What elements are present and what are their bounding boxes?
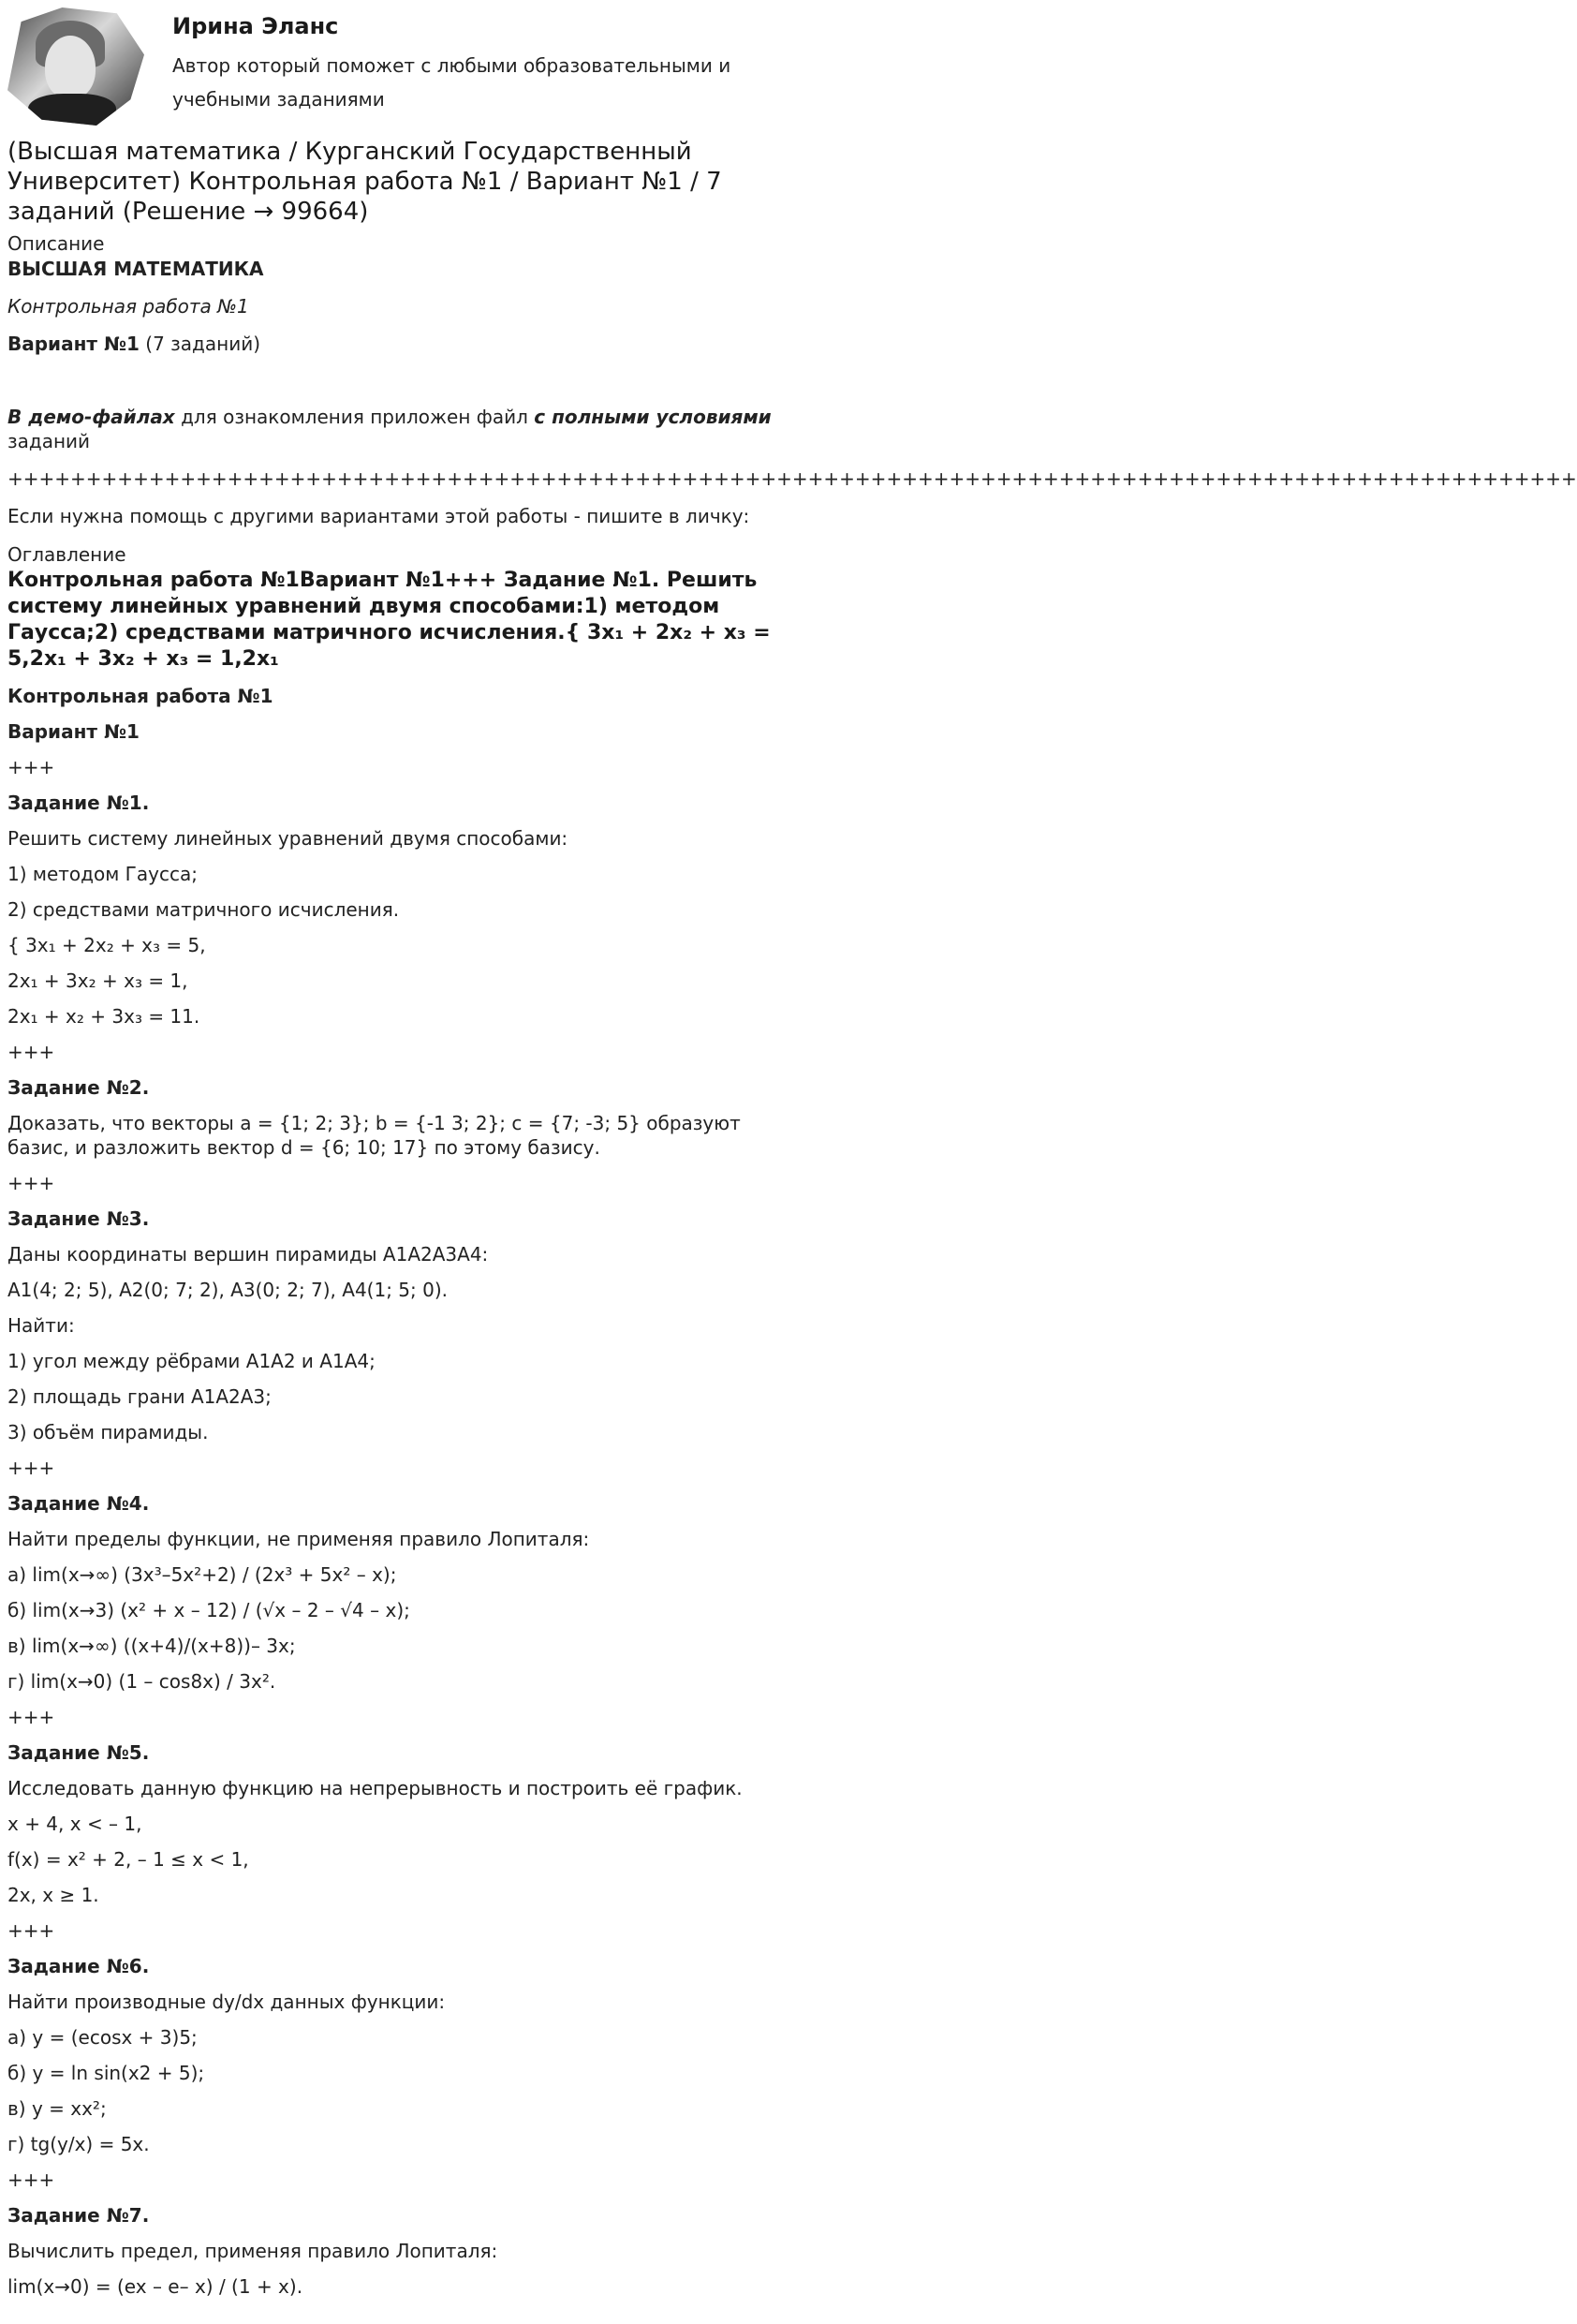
toc-label: Оглавление — [7, 543, 126, 566]
task-4-line: Найти пределы функции, не применяя правило Лопиталя: — [7, 1528, 590, 1550]
separator: +++ — [7, 1172, 55, 1194]
body-work — [7, 684, 789, 708]
demo-note-part2: для ознакомления приложен файл — [174, 406, 535, 428]
toc-heading[interactable]: Контрольная работа №1Вариант №1+++ Задание №1. Решить систему линейных уравнений двумя способами:1) методом Гаусса;2) средствами матричного исчисления.{ 3x₁ + 2x₂ + x₃ = 5,2x₁ + 3x₂ + x₃ = 1,2x₁ — [7, 569, 771, 671]
task-5-line: x + 4, x < – 1, — [7, 1813, 142, 1835]
task-2-title-bold: Задание №2. — [7, 1076, 150, 1099]
variant-rest: (7 заданий) — [139, 333, 261, 355]
separator: +++ — [7, 1041, 55, 1063]
task-1-line: 1) методом Гаусса; — [7, 863, 198, 885]
subject-bold: ВЫСШАЯ МАТЕМАТИКА — [7, 258, 264, 280]
task-7-line: lim(x→0) = (ex – e– x) / (1 + x). — [7, 2275, 303, 2298]
task-6-line: а) y = (ecosx + 3)5; — [7, 2026, 198, 2049]
avatar-face — [45, 36, 96, 99]
task-4-line: а) lim(x→∞) (3x³–5x²+2) / (2x³ + 5x² – x); — [7, 1563, 397, 1586]
description-section — [7, 257, 1577, 528]
plus-divider: ++++++++++++++++++++++++++++++++++++++++++++++++++++++++++++++++++++++++++++++++++++++++++++++++++++ — [7, 467, 1577, 490]
work-italic: Контрольная работа №1 — [7, 295, 249, 318]
task-4-line: б) lim(x→3) (x² + x – 12) / (√x – 2 – √4 – x); — [7, 1599, 410, 1621]
spacer — [7, 369, 789, 405]
demo-note-part1: В демо-файлах — [7, 406, 175, 428]
separator: +++ — [7, 1919, 55, 1942]
body-variant — [7, 719, 789, 744]
author-description: Автор который поможет с любыми образовательными и учебными заданиями — [172, 54, 731, 111]
demo-note — [7, 405, 789, 453]
variant-text — [7, 332, 789, 356]
subject-text — [7, 257, 789, 281]
task-3-line: 2) площадь грани A1A2A3; — [7, 1385, 272, 1408]
task-5-line: Исследовать данную функцию на непрерывность и построить её график. — [7, 1777, 743, 1799]
work-text — [7, 294, 789, 318]
demo-note-part3: с полными условиями — [534, 406, 772, 428]
task-4-line: г) lim(x→0) (1 – cos8x) / 3x². — [7, 1670, 276, 1693]
task-1-line: { 3x₁ + 2x₂ + x₃ = 5, — [7, 934, 206, 956]
author-avatar[interactable] — [7, 7, 144, 126]
task-5-line: f(x) = x² + 2, – 1 ≤ x < 1, — [7, 1848, 249, 1871]
task-6-line: г) tg(y/x) = 5x. — [7, 2133, 150, 2155]
task-3-line: 3) объём пирамиды. — [7, 1421, 209, 1443]
separator: +++ — [7, 756, 55, 778]
task-1-line: 2) средствами матричного исчисления. — [7, 898, 400, 921]
task-1-line: Решить систему линейных уравнений двумя способами: — [7, 827, 568, 850]
separator: +++ — [7, 1706, 55, 1728]
tasks-section — [7, 684, 789, 2299]
task-5-title-bold: Задание №5. — [7, 1741, 150, 1764]
task-2-title — [7, 1075, 789, 1100]
author-card — [7, 7, 793, 126]
body-variant-bold: Вариант №1 — [7, 720, 140, 743]
demo-note-part4: заданий — [7, 430, 91, 452]
task-6-title — [7, 1954, 789, 1978]
task-4-title-bold: Задание №4. — [7, 1492, 150, 1515]
task-6-line: в) y = xx²; — [7, 2097, 107, 2120]
task-3-line: 1) угол между рёбрами A1A2 и A1A4; — [7, 1350, 376, 1372]
task-1-title — [7, 791, 789, 815]
description-label: Описание — [7, 232, 105, 255]
task-3-line: Найти: — [7, 1314, 75, 1337]
task-3-line: Даны координаты вершин пирамиды A1A2A3A4: — [7, 1243, 489, 1266]
task-4-line: в) lim(x→∞) ((x+4)/(x+8))– 3x; — [7, 1635, 296, 1657]
separator: +++ — [7, 1457, 55, 1479]
separator: +++ — [7, 2169, 55, 2191]
task-7-title — [7, 2203, 789, 2228]
task-2-line: Доказать, что векторы a = {1; 2; 3}; b = {-1 3; 2}; c = {7; -3; 5} образуют базис, и разложить вектор d = {6; 10; 17} по этому базису. — [7, 1112, 741, 1159]
task-1-line: 2x₁ + 3x₂ + x₃ = 1, — [7, 970, 188, 992]
task-5-title — [7, 1740, 789, 1765]
help-note: Если нужна помощь с другими вариантами этой работы - пишите в личку: — [7, 505, 750, 527]
page-title: (Высшая математика / Курганский Государственный Университет) Контрольная работа №1 / Вариант №1 / 7 заданий (Решение → 99664) — [7, 138, 722, 226]
task-1-title-bold: Задание №1. — [7, 792, 150, 814]
task-7-line: Вычислить предел, применяя правило Лопиталя: — [7, 2240, 498, 2262]
task-7-title-bold: Задание №7. — [7, 2204, 150, 2227]
avatar-shirt — [28, 94, 116, 131]
task-3-title-bold: Задание №3. — [7, 1207, 150, 1230]
main-content — [7, 137, 1577, 2310]
task-6-line: Найти производные dy/dx данных функции: — [7, 1991, 446, 2013]
task-5-line: 2x, x ≥ 1. — [7, 1884, 99, 1906]
variant-bold: Вариант №1 — [7, 333, 140, 355]
author-name[interactable]: Ирина Эланс — [172, 13, 339, 39]
task-4-title — [7, 1491, 789, 1516]
task-3-title — [7, 1206, 789, 1231]
task-3-line: A1(4; 2; 5), A2(0; 7; 2), A3(0; 2; 7), A4(1; 5; 0). — [7, 1279, 449, 1301]
task-6-line: б) y = ln sin(x2 + 5); — [7, 2062, 205, 2084]
task-1-line: 2x₁ + x₂ + 3x₃ = 11. — [7, 1005, 200, 1028]
task-6-title-bold: Задание №6. — [7, 1955, 150, 1977]
body-work-bold: Контрольная работа №1 — [7, 685, 273, 707]
